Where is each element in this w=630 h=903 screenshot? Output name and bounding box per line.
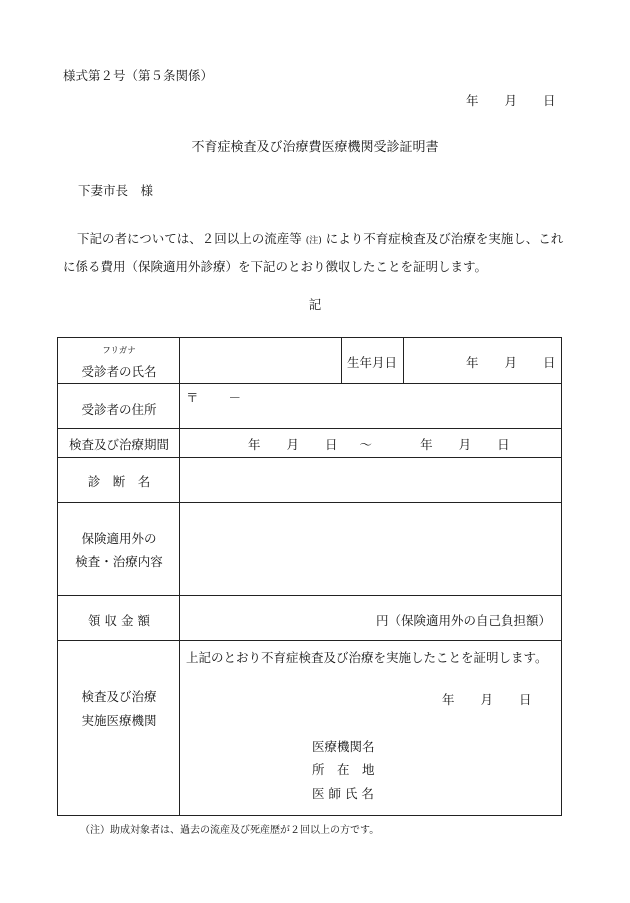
furigana-label: フリガナ (102, 346, 136, 356)
note-mark: (注) (305, 236, 322, 246)
period-start-year: 年 (248, 437, 261, 452)
certificate-body (63, 226, 568, 279)
cert-day: 日 (519, 692, 532, 707)
institution-name-label: 医療機関名 (312, 739, 375, 754)
certificate-table (57, 337, 562, 816)
uninsured-label-line2: 検査・治療内容 (75, 554, 163, 569)
patient-address-field[interactable] (186, 388, 241, 406)
form-number: 様式第２号（第５条関係） (63, 68, 214, 83)
birth-day: 日 (543, 355, 556, 370)
birth-year: 年 (466, 355, 479, 370)
uninsured-field[interactable] (182, 505, 558, 593)
patient-name-label: 受診者の氏名 (81, 364, 157, 379)
period-start-month: 月 (286, 437, 300, 452)
body-part1: 下記の者については、２回以上の流産等 (77, 231, 302, 246)
cert-year: 年 (442, 692, 455, 707)
body-part2: により不育症検査及び治療を実施し、これに係る費用（保険適用外診療）を下記のとおり徴収したことを証明します。 (63, 231, 564, 274)
birth-date-label: 生年月日 (347, 355, 398, 370)
footnote: （注）助成対象者は、過去の流産及び死産歴が２回以上の方です。 (80, 825, 380, 836)
period-tilde: ～ (359, 437, 373, 452)
institution-label-line2: 実施医療機関 (81, 713, 157, 728)
addressee: 下妻市長 様 (78, 183, 154, 198)
patient-address-label: 受診者の住所 (81, 402, 157, 417)
period-end-month: 月 (458, 437, 472, 452)
uninsured-label-line1: 保険適用外の (81, 531, 157, 546)
ki-heading: 記 (308, 297, 322, 312)
diagnosis-label: 診 断 名 (87, 474, 151, 489)
page-title: 不育症検査及び治療費医療機関受診証明書 (191, 140, 439, 155)
certify-text: 上記のとおり不育症検査及び治療を実施したことを証明します。 (186, 650, 548, 665)
postal-dash: － (228, 390, 242, 405)
institution-label-line1: 検査及び治療 (81, 689, 157, 704)
amount-unit: 円（保険適用外の自己負担額） (376, 613, 552, 628)
amount-label: 領 収 金 額 (88, 613, 150, 628)
birth-month: 月 (504, 355, 518, 370)
diagnosis-field[interactable] (182, 460, 558, 500)
issue-year: 年 (466, 93, 479, 108)
period-end-year: 年 (420, 437, 433, 452)
period-label: 検査及び治療期間 (68, 437, 169, 452)
issue-month: 月 (504, 93, 518, 108)
issue-date (466, 91, 556, 109)
period-field[interactable] (248, 435, 510, 453)
institution-location-label: 所 在 地 (312, 762, 375, 777)
postal-mark: 〒 (186, 390, 199, 405)
issue-day: 日 (543, 93, 556, 108)
doctor-name-label: 医 師 氏 名 (312, 786, 374, 801)
patient-name-field[interactable] (182, 340, 339, 381)
cert-date[interactable] (442, 690, 532, 708)
period-start-day: 日 (325, 437, 338, 452)
period-end-day: 日 (497, 437, 510, 452)
cert-month: 月 (480, 692, 494, 707)
birth-date-field[interactable] (466, 353, 556, 371)
